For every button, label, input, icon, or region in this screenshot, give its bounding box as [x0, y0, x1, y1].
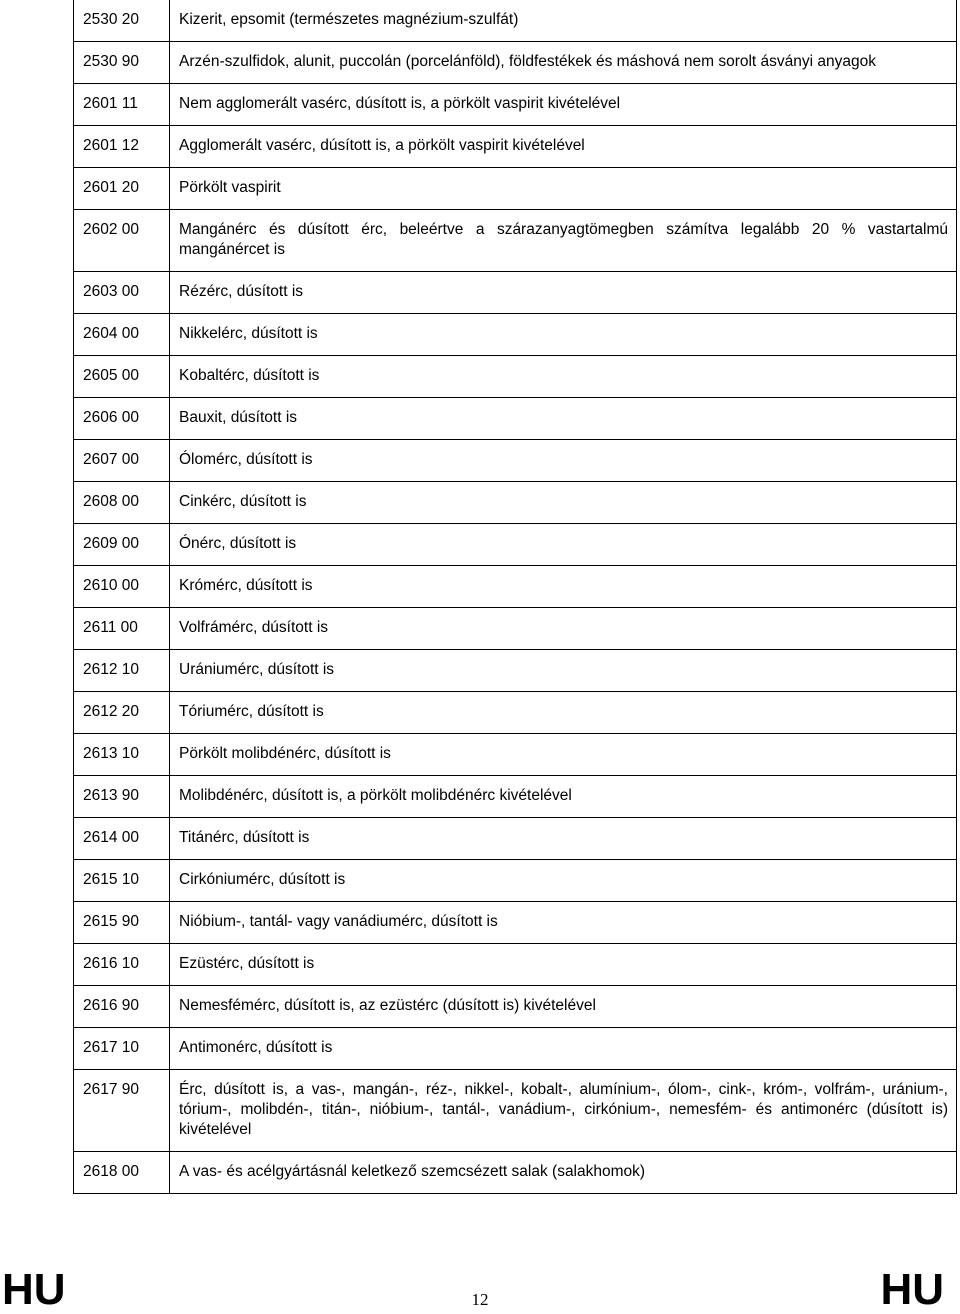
product-description-cell: Antimonérc, dúsított is [170, 1028, 957, 1070]
table-row [74, 734, 957, 776]
table-row [74, 356, 957, 398]
product-code-cell: 2601 12 [74, 126, 170, 168]
product-code-cell: 2613 90 [74, 776, 170, 818]
table-row [74, 860, 957, 902]
product-description-cell: Ezüstérc, dúsított is [170, 944, 957, 986]
product-code-cell: 2615 90 [74, 902, 170, 944]
footer-language-left: HU [2, 1265, 66, 1314]
table-row [74, 1070, 957, 1152]
product-description-cell: Arzén-szulfidok, alunit, puccolán (porcelánföld), földfestékek és máshová nem sorolt ásványi anyagok [170, 42, 957, 84]
table-row [74, 0, 957, 42]
product-code-cell: 2601 11 [74, 84, 170, 126]
product-description-cell: Volfrámérc, dúsított is [170, 608, 957, 650]
product-code-cell: 2609 00 [74, 524, 170, 566]
product-code-cell: 2610 00 [74, 566, 170, 608]
table-row [74, 818, 957, 860]
product-description-cell: Agglomerált vasérc, dúsított is, a pörkölt vaspirit kivételével [170, 126, 957, 168]
product-description-cell: Mangánérc és dúsított érc, beleértve a szárazanyagtömegben számítva legalább 20 % vastartalmú mangánércet is [170, 210, 957, 272]
page-number: 12 [471, 1290, 489, 1309]
table-row [74, 524, 957, 566]
product-description-cell: Pörkölt molibdénérc, dúsított is [170, 734, 957, 776]
table-row [74, 398, 957, 440]
product-code-cell: 2617 90 [74, 1070, 170, 1152]
product-description-cell: A vas- és acélgyártásnál keletkező szemcsézett salak (salakhomok) [170, 1152, 957, 1194]
table-row [74, 168, 957, 210]
product-code-cell: 2605 00 [74, 356, 170, 398]
product-code-cell: 2606 00 [74, 398, 170, 440]
product-description-cell: Molibdénérc, dúsított is, a pörkölt molibdénérc kivételével [170, 776, 957, 818]
product-code-cell: 2617 10 [74, 1028, 170, 1070]
table-row [74, 440, 957, 482]
product-description-cell: Ólomérc, dúsított is [170, 440, 957, 482]
table-row [74, 986, 957, 1028]
product-code-cell: 2602 00 [74, 210, 170, 272]
product-description-cell: Kizerit, epsomit (természetes magnézium-szulfát) [170, 0, 957, 42]
code-table-body [74, 0, 957, 1194]
product-description-cell: Nemesfémérc, dúsított is, az ezüstérc (dúsított is) kivételével [170, 986, 957, 1028]
table-row [74, 42, 957, 84]
product-description-cell: Cinkérc, dúsított is [170, 482, 957, 524]
product-description-cell: Titánérc, dúsított is [170, 818, 957, 860]
product-code-cell: 2618 00 [74, 1152, 170, 1194]
table-row [74, 84, 957, 126]
product-code-cell: 2615 10 [74, 860, 170, 902]
table-row [74, 692, 957, 734]
table-row [74, 314, 957, 356]
product-description-cell: Krómérc, dúsított is [170, 566, 957, 608]
product-description-cell: Nióbium-, tantál- vagy vanádiumérc, dúsított is [170, 902, 957, 944]
product-description-cell: Ónérc, dúsított is [170, 524, 957, 566]
product-description-cell: Nikkelérc, dúsított is [170, 314, 957, 356]
footer-language-right: HU [880, 1265, 944, 1314]
table-row [74, 566, 957, 608]
product-code-cell: 2616 10 [74, 944, 170, 986]
table-row [74, 482, 957, 524]
product-code-cell: 2530 90 [74, 42, 170, 84]
code-table [73, 0, 957, 1194]
product-code-cell: 2604 00 [74, 314, 170, 356]
product-description-cell: Nem agglomerált vasérc, dúsított is, a pörkölt vaspirit kivételével [170, 84, 957, 126]
table-row [74, 902, 957, 944]
product-code-cell: 2608 00 [74, 482, 170, 524]
table-row [74, 776, 957, 818]
product-code-cell: 2603 00 [74, 272, 170, 314]
product-description-cell: Kobaltérc, dúsított is [170, 356, 957, 398]
product-code-cell: 2601 20 [74, 168, 170, 210]
table-row [74, 1152, 957, 1194]
product-code-cell: 2612 10 [74, 650, 170, 692]
table-row [74, 944, 957, 986]
product-description-cell: Bauxit, dúsított is [170, 398, 957, 440]
product-code-cell: 2530 20 [74, 0, 170, 42]
table-row [74, 650, 957, 692]
product-code-cell: 2614 00 [74, 818, 170, 860]
product-code-cell: 2612 20 [74, 692, 170, 734]
product-description-cell: Pörkölt vaspirit [170, 168, 957, 210]
table-row [74, 272, 957, 314]
product-description-cell: Cirkóniumérc, dúsított is [170, 860, 957, 902]
product-code-cell: 2607 00 [74, 440, 170, 482]
table-row [74, 126, 957, 168]
product-code-cell: 2611 00 [74, 608, 170, 650]
product-description-cell: Urániumérc, dúsított is [170, 650, 957, 692]
product-description-cell: Tóriumérc, dúsított is [170, 692, 957, 734]
table-row [74, 1028, 957, 1070]
table-row [74, 608, 957, 650]
product-code-cell: 2613 10 [74, 734, 170, 776]
product-description-cell: Rézérc, dúsított is [170, 272, 957, 314]
table-row [74, 210, 957, 272]
product-description-cell: Érc, dúsított is, a vas-, mangán-, réz-, nikkel-, kobalt-, alumínium-, ólom-, cink-, króm-, volfrám-, uránium-, tórium-, molibdén-, titán-, nióbium-, tantál-, vanádium-, cirkónium-, nemesfém- és antimonérc (dúsított is) kivételével [170, 1070, 957, 1152]
product-code-cell: 2616 90 [74, 986, 170, 1028]
